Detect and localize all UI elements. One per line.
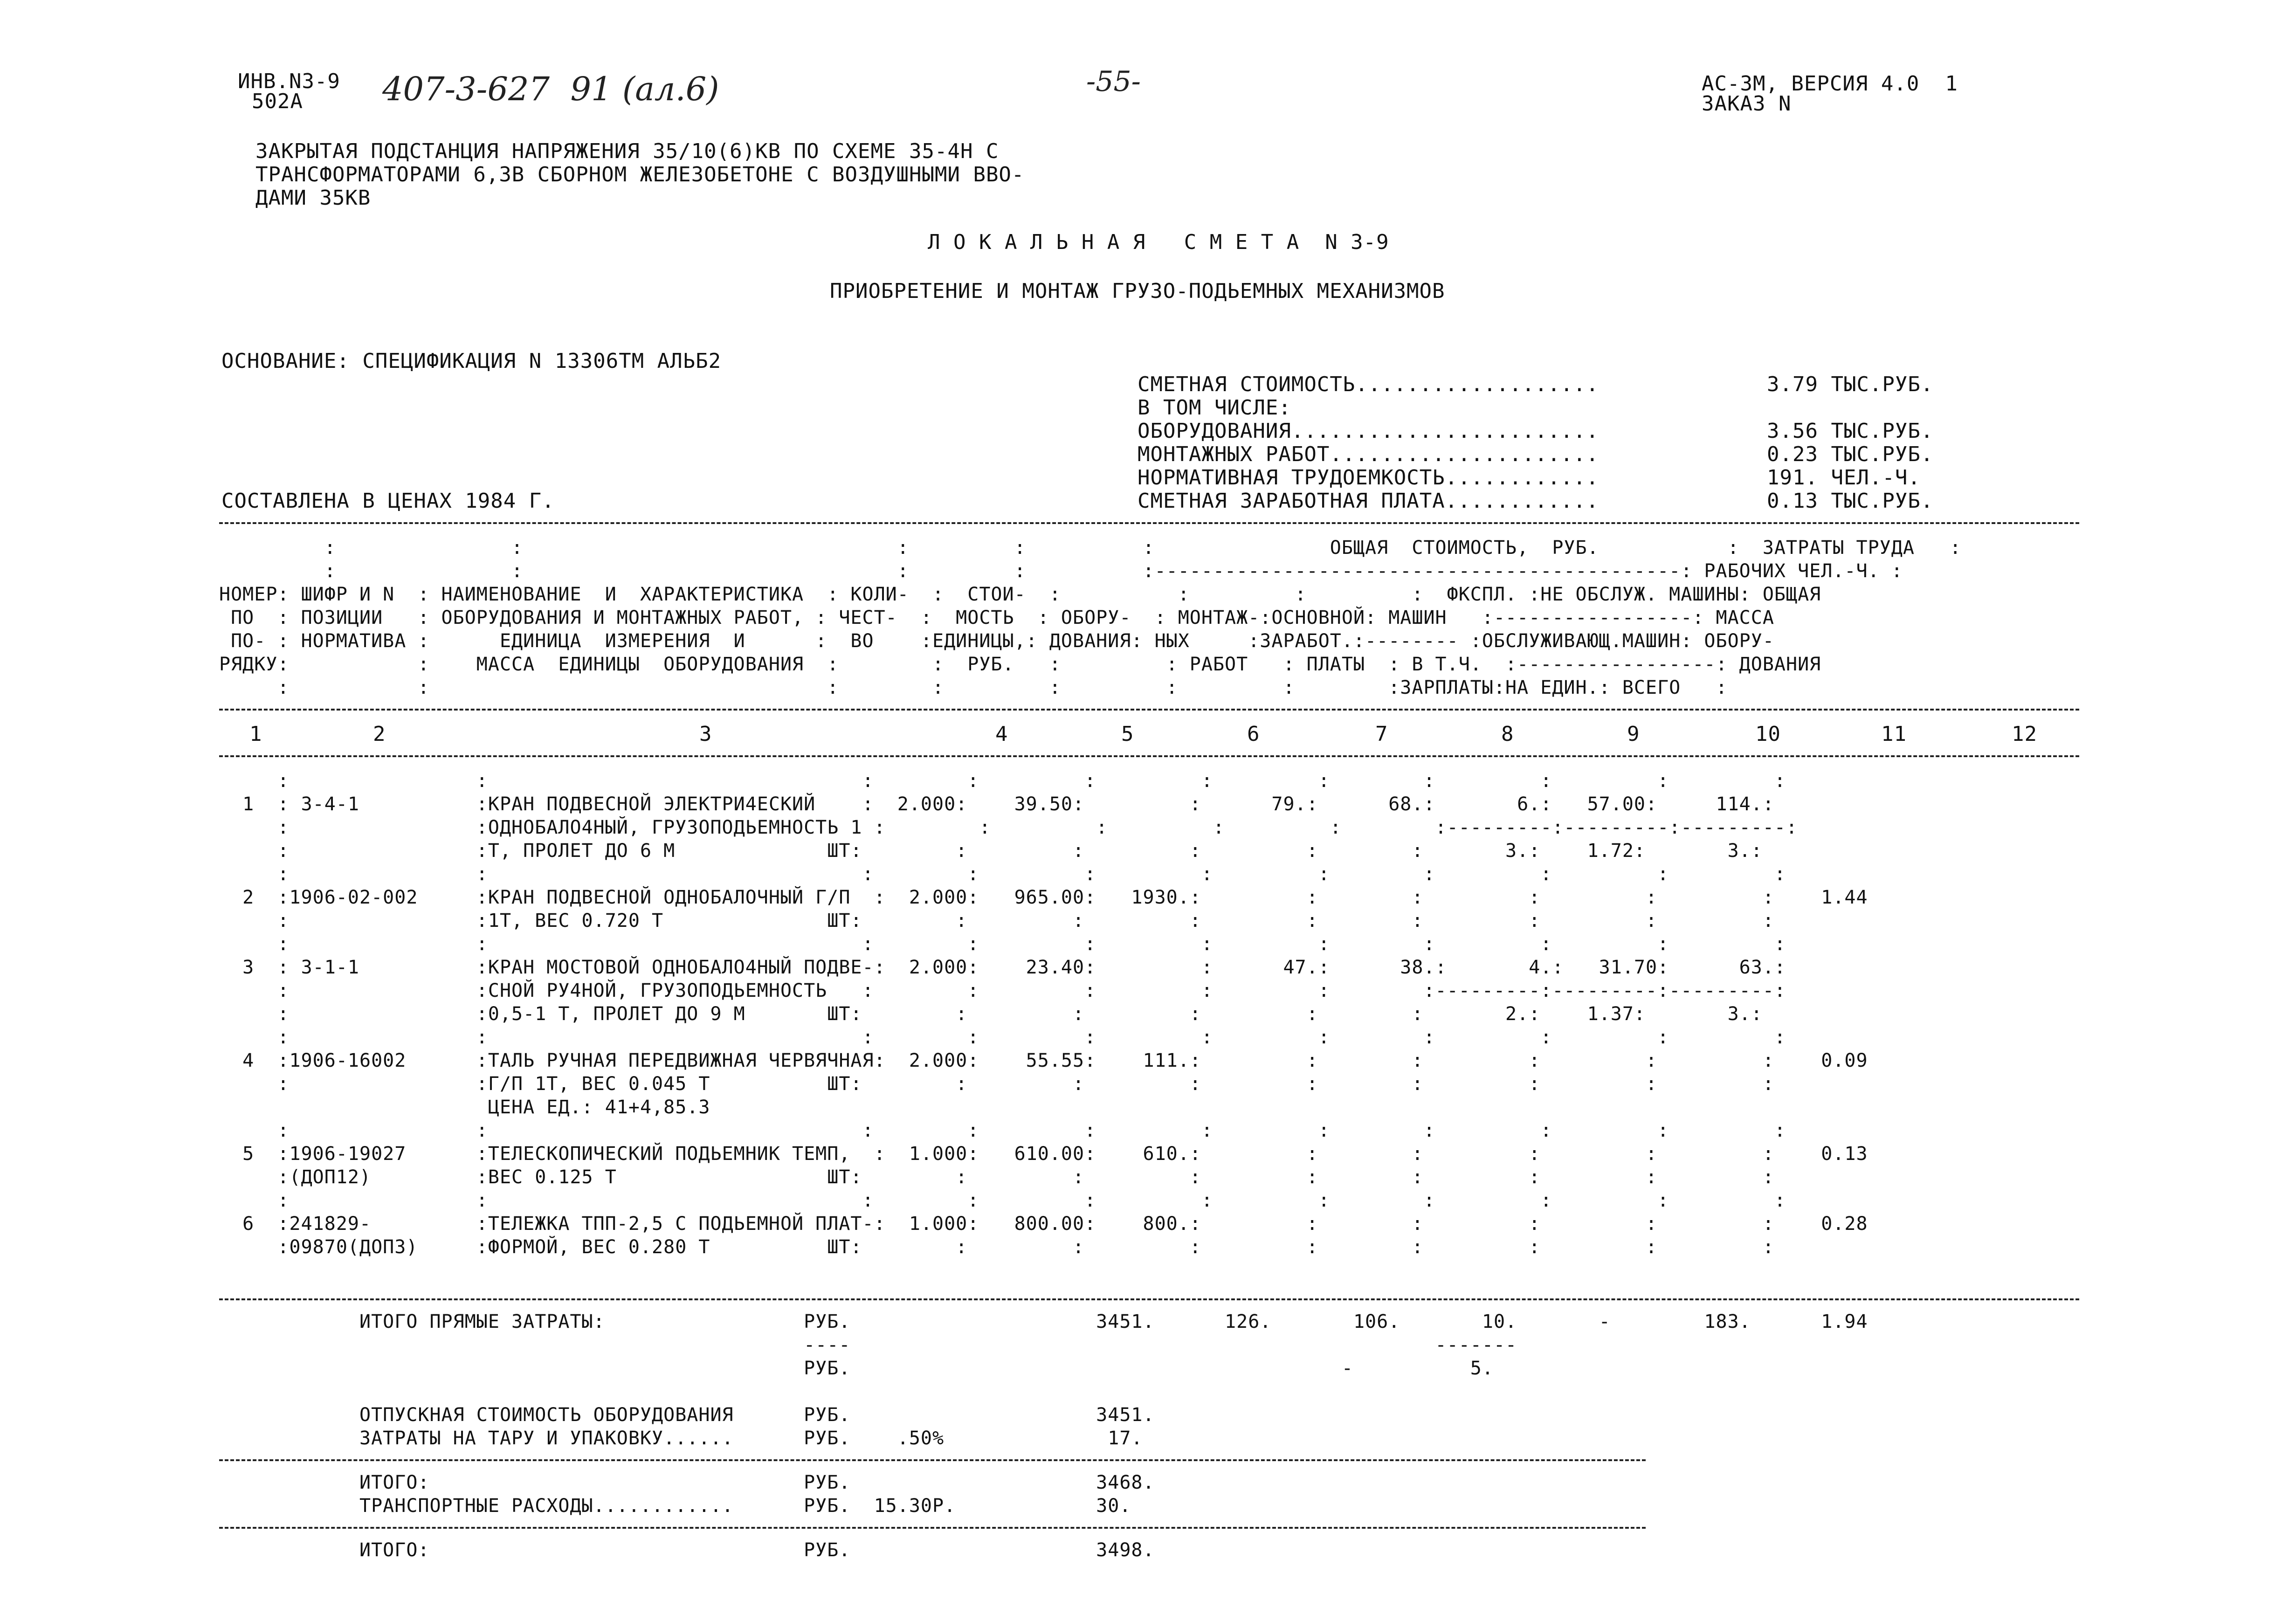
summary-label: СМЕТНАЯ СТОИМОСТЬ................... <box>1138 373 1599 396</box>
summary-label: МОНТАЖНЫХ РАБОТ..................... <box>1138 442 1599 466</box>
prices-year: СОСТАВЛЕНА В ЦЕНАХ 1984 Г. <box>221 489 555 513</box>
header-line: : : : : :---------------------------------------------: РАБОЧИХ ЧЕЛ.-Ч. : <box>219 560 1903 582</box>
summary-value: 0.23 ТЫС.РУБ. <box>1767 442 1934 466</box>
total-line: ИТОГО: РУБ. 3468. <box>219 1472 1155 1493</box>
col-number: 2 <box>373 722 386 746</box>
table-row: 2 :1906-02-002 :КРАН ПОДВЕСНОЙ ОДНОБАЛОЧНЫЙ Г/П : 2.000: 965.00: 1930.: : : : : : 1.44 <box>219 887 1868 908</box>
system-version: АС-3М, ВЕРСИЯ 4.0 1 <box>1702 72 1958 96</box>
summary-value: 3.56 ТЫС.РУБ. <box>1767 419 1934 443</box>
col-number: 10 <box>1755 722 1781 746</box>
header-line: : : : : : ОБЩАЯ СТОИМОСТЬ, РУБ. : ЗАТРАТЫ ТРУДА : <box>219 537 1962 559</box>
divider <box>219 1459 1646 1461</box>
basis-line: ОСНОВАНИЕ: СПЕЦИФИКАЦИЯ N 13306ТМ АЛЬБ2 <box>221 349 722 373</box>
summary-label: ОБОРУДОВАНИЯ........................ <box>1138 419 1599 443</box>
table-row: ЦЕНА ЕД.: 41+4,85.3 <box>219 1097 710 1118</box>
total-line: ЗАТРАТЫ НА ТАРУ И УПАКОВКУ...... РУБ. .50% 17. <box>219 1428 1143 1449</box>
divider <box>219 1298 2079 1300</box>
total-line: ТРАНСПОРТНЫЕ РАСХОДЫ............ РУБ. 15.30Р. 30. <box>219 1495 1131 1517</box>
col-number: 1 <box>249 722 262 746</box>
col-number: 3 <box>699 722 712 746</box>
summary-label: В ТОМ ЧИСЛЕ: <box>1138 396 1291 420</box>
summary-value: 3.79 ТЫС.РУБ. <box>1767 373 1934 396</box>
document-title: Л О К А Л Ь Н А Я С М Е Т А N 3-9 <box>928 230 1389 254</box>
total-line: ИТОГО: РУБ. 3498. <box>219 1539 1155 1561</box>
table-row: 6 :241829- :ТЕЛЕЖКА ТПП-2,5 С ПОДЬЕМНОЙ ПЛАТ-: 1.000: 800.00: 800.: : : : : : 0.28 <box>219 1213 1868 1235</box>
table-row: : : : : : : : : : : : <box>219 770 1786 792</box>
divider <box>219 522 2079 524</box>
total-line: ---- ------- <box>219 1334 1517 1356</box>
header-line: ПО- : НОРМАТИВА : ЕДИНИЦА ИЗМЕРЕНИЯ И : ВО :ЕДИНИЦЫ,: ДОВАНИЯ: НЫХ :ЗАРАБОТ.:-------- :ОБСЛУЖИВАЮЩ.МАШИН: ОБОРУ- <box>219 630 1774 652</box>
summary-value: 0.13 ТЫС.РУБ. <box>1767 489 1934 513</box>
col-number: 5 <box>1121 722 1134 746</box>
table-row: 5 :1906-19027 :ТЕЛЕСКОПИЧЕСКИЙ ПОДЬЕМНИК ТЕМП, : 1.000: 610.00: 610.: : : : : : 0.13 <box>219 1143 1868 1165</box>
col-number: 9 <box>1627 722 1640 746</box>
object-title-line: ЗАКРЫТАЯ ПОДСТАНЦИЯ НАПРЯЖЕНИЯ 35/10(6)КВ ПО СХЕМЕ 35-4Н С <box>255 139 999 163</box>
total-line: РУБ. - 5. <box>219 1358 1494 1379</box>
header-line: РЯДКУ: : МАССА ЕДИНИЦЫ ОБОРУДОВАНИЯ : : РУБ. : : РАБОТ : ПЛАТЫ : В Т.Ч. :-----------------: ДОВАНИЯ <box>219 654 1821 675</box>
handwritten-code: 407-3-627 91 (ал.6) <box>382 70 719 108</box>
table-row: : :ОДНОБАЛО4НЫЙ, ГРУЗОПОДЬЕМНОСТЬ 1 : : : : : :---------:---------:---------: <box>219 817 1798 838</box>
table-row: : :1Т, ВЕС 0.720 Т ШТ: : : : : : : : : <box>219 910 1774 932</box>
table-row: :09870(ДОП3) :ФОРМОЙ, ВЕС 0.280 Т ШТ: : : : : : : : : <box>219 1236 1774 1258</box>
col-number: 4 <box>995 722 1008 746</box>
divider <box>219 755 2079 757</box>
header-line: ПО : ПОЗИЦИИ : ОБОРУДОВАНИЯ И МОНТАЖНЫХ РАБОТ, : ЧЕСТ- : МОСТЬ : ОБОРУ- : МОНТАЖ-:ОСНОВНОЙ: МАШИН :-----------------: МАССА <box>219 607 1774 628</box>
header-line: : : : : : : : :ЗАРПЛАТЫ:НА ЕДИН.: ВСЕГО : <box>219 677 1728 698</box>
col-number: 6 <box>1247 722 1260 746</box>
table-row: : : : : : : : : : : : <box>219 1120 1786 1141</box>
table-row: 3 : 3-1-1 :КРАН МОСТОВОЙ ОДНОБАЛО4НЫЙ ПОДВЕ-: 2.000: 23.40: : 47.: 38.: 4.: 31.70: 63.: <box>219 957 1786 978</box>
col-number: 12 <box>2012 722 2037 746</box>
summary-label: СМЕТНАЯ ЗАРАБОТНАЯ ПЛАТА............ <box>1138 489 1599 513</box>
table-row: : : : : : : : : : : : <box>219 933 1786 955</box>
order-number: ЗАКАЗ N <box>1702 92 1792 116</box>
summary-label: НОРМАТИВНАЯ ТРУДОЕМКОСТЬ............ <box>1138 466 1599 490</box>
table-row: 4 :1906-16002 :ТАЛЬ РУЧНАЯ ПЕРЕДВИЖНАЯ ЧЕРВЯЧНАЯ: 2.000: 55.55: 111.: : : : : : 0.09 <box>219 1050 1868 1071</box>
table-row: 1 : 3-4-1 :КРАН ПОДВЕСНОЙ ЭЛЕКТРИ4ЕСКИЙ : 2.000: 39.50: : 79.: 68.: 6.: 57.00: 114.: <box>219 794 1774 815</box>
table-row: : :Т, ПРОЛЕТ ДО 6 М ШТ: : : : : : 3.: 1.72: 3.: <box>219 840 1763 862</box>
divider <box>219 1527 1646 1529</box>
object-title-line: ДАМИ 35КВ <box>255 186 371 210</box>
table-row: : : : : : : : : : : : <box>219 863 1786 885</box>
table-row: : :Г/П 1Т, ВЕС 0.045 Т ШТ: : : : : : : : : <box>219 1073 1774 1095</box>
inv-sub: 502А <box>252 90 303 113</box>
total-line: ИТОГО ПРЯМЫЕ ЗАТРАТЫ: РУБ. 3451. 126. 106. 10. - 183. 1.94 <box>219 1311 1868 1332</box>
col-number: 11 <box>1881 722 1907 746</box>
table-row: : :СНОЙ РУ4НОЙ, ГРУЗОПОДЬЕМНОСТЬ : : : : : :---------:---------:---------: <box>219 980 1786 1001</box>
total-line: ОТПУСКНАЯ СТОИМОСТЬ ОБОРУДОВАНИЯ РУБ. 3451. <box>219 1404 1155 1426</box>
table-row: :(ДОП12) :ВЕС 0.125 Т ШТ: : : : : : : : : <box>219 1166 1774 1188</box>
object-title-line: ТРАНСФОРМАТОРАМИ 6,3В СБОРНОМ ЖЕЛЕЗОБЕТОНЕ С ВОЗДУШНЫМИ ВВО- <box>255 163 1025 186</box>
page-number: -55- <box>1086 65 1141 98</box>
col-number: 7 <box>1375 722 1388 746</box>
table-row: : : : : : : : : : : : <box>219 1027 1786 1048</box>
document-subtitle: ПРИОБРЕТЕНИЕ И МОНТАЖ ГРУЗО-ПОДЬЕМНЫХ МЕХАНИЗМОВ <box>830 279 1445 303</box>
inv-label: ИНВ.N3-9 <box>238 69 340 93</box>
summary-value: 191. ЧЕЛ.-Ч. <box>1767 466 1921 490</box>
divider <box>219 709 2079 711</box>
table-row: : : : : : : : : : : : <box>219 1190 1786 1211</box>
header-line: НОМЕР: ШИФР И N : НАИМЕНОВАНИЕ И ХАРАКТЕРИСТИКА : КОЛИ- : СТОИ- : : : : ФКСПЛ. :НЕ ОБСЛУЖ. МАШИНЫ: ОБЩАЯ <box>219 584 1821 605</box>
table-row: : :0,5-1 Т, ПРОЛЕТ ДО 9 М ШТ: : : : : : 2.: 1.37: 3.: <box>219 1003 1763 1025</box>
col-number: 8 <box>1501 722 1514 746</box>
